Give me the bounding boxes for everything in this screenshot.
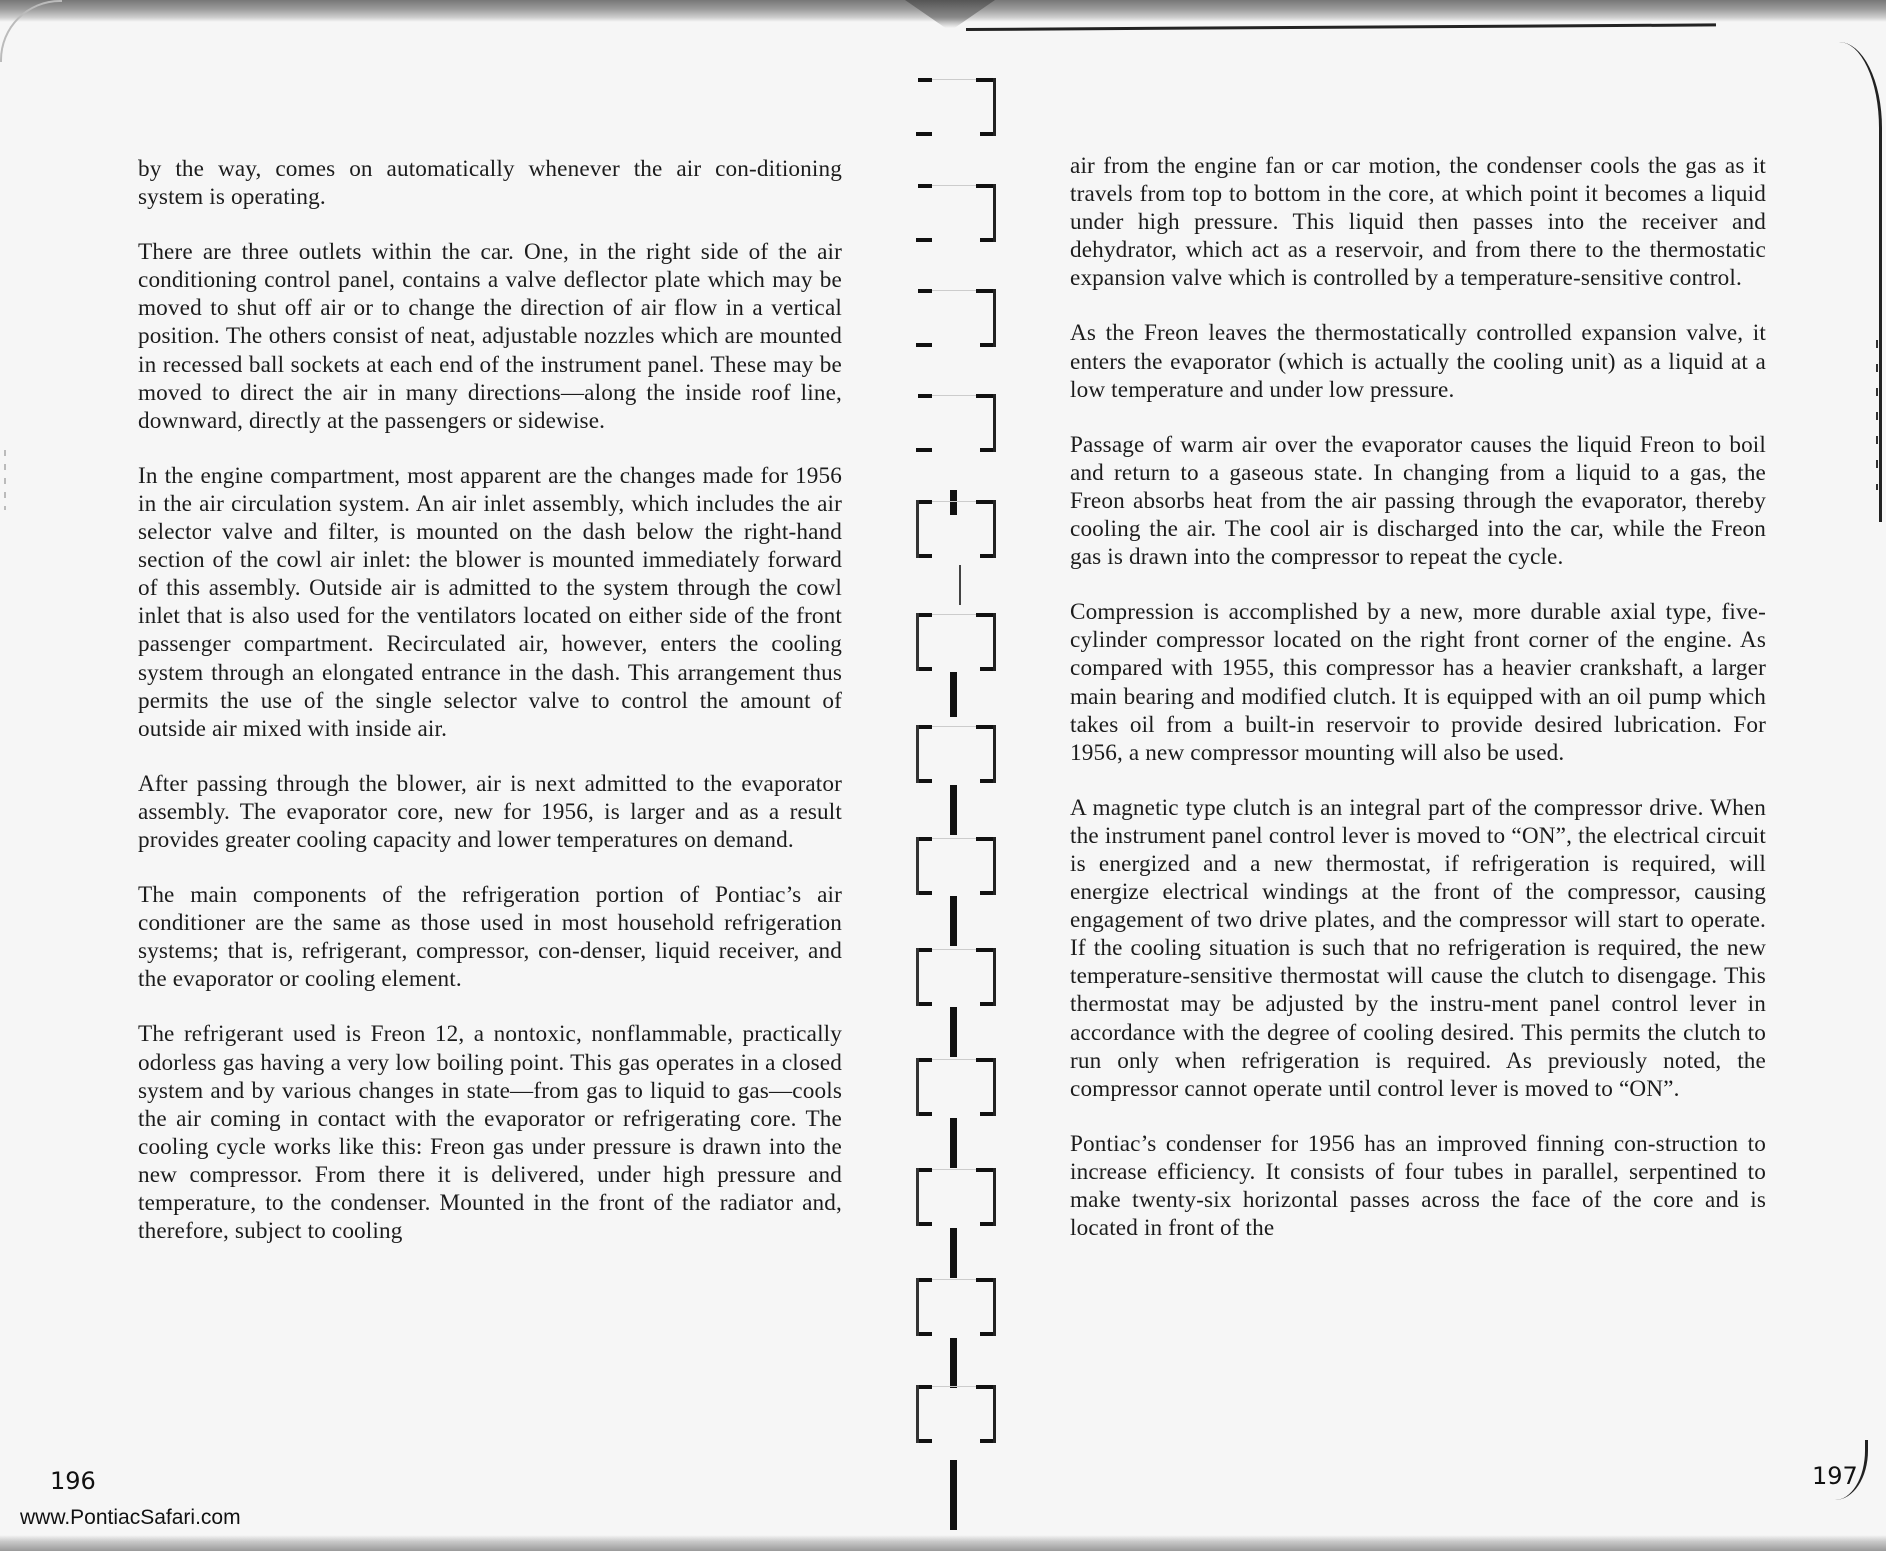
spiral-binding-icon — [898, 60, 1008, 1530]
paragraph: The refrigerant used is Freon 12, a nontoxic, nonflammable, practically odorless gas having a very low boiling point. This gas operates in a closed system and by various changes in state—from gas to liquid to gas—cools the air coming in contact with the evaporator or refrigerating core. The cooling cycle works like this: Freon gas under pressure is drawn into the new compressor. From there it is delivered, under high pressure and temperature, to the condenser. Mounted in the front of the radiator and, therefore, subject to cooling — [138, 1021, 842, 1245]
page-number-left: 196 — [50, 1467, 96, 1495]
binding-spine — [950, 1007, 957, 1057]
paragraph: Pontiac’s condenser for 1956 has an improved finning con-struction to increase efficiency. It consists of four tubes in parallel, serpentined to make twenty-six horizontal passes across the face of the core and is located in front of the — [1070, 1130, 1766, 1242]
binding-ring — [898, 78, 1008, 136]
left-margin-marks — [4, 450, 6, 510]
paragraph: Passage of warm air over the evaporator causes the liquid Freon to boil and return to a gaseous state. In changing from a liquid to a gas, the Freon absorbs heat from the air passing through the evaporator, thereby cooling the air. The cool air is discharged into the car, while the Freon gas is drawn into the compressor to repeat the cycle. — [1070, 431, 1766, 571]
binding-spine — [950, 1338, 957, 1388]
binding-spine — [950, 1460, 957, 1530]
binding-ring — [898, 613, 1008, 671]
watermark-url: www.PontiacSafari.com — [20, 1506, 241, 1529]
binding-ring — [898, 500, 1008, 558]
left-page-text — [138, 155, 842, 1272]
paragraph: There are three outlets within the car. One, in the right side of the air conditioning control panel, contains a valve deflector plate which may be moved to shut off air or to change the direction of air flow in a vertical position. The others consist of neat, adjustable nozzles which are mounted in recessed ball sockets at each end of the instrument panel. These may be moved to direct the air in many directions—along the inside roof line, downward, directly at the passengers or sidewise. — [138, 239, 842, 434]
binding-spine — [950, 785, 957, 835]
book-bottom-edge — [0, 1535, 1886, 1551]
paragraph: The main components of the refrigeration portion of Pontiac’s air conditioner are the same as those used in most household refrigeration systems; that is, refrigerant, compressor, con-denser, liquid receiver, and the evaporator or cooling element. — [138, 882, 842, 993]
binding-ring — [898, 1058, 1008, 1116]
binding-ring — [898, 1168, 1008, 1226]
binding-spine — [950, 1118, 957, 1168]
paragraph: A magnetic type clutch is an integral part of the compressor drive. When the instrument panel control lever is moved to “ON”, the electrical circuit is energized and a new thermostat, if refrigeration is required, will energize electrical windings at the front of the compressor, causing engagement of two drive plates, and the compressor will start to operate. If the cooling situation is such that no refrigeration is required, the new temperature-sensitive thermostat will cause the clutch to disengage. This thermostat may be adjusted by the instru-ment panel control lever in accordance with the degree of cooling desired. This permits the clutch to run only when refrigeration is required. As previously noted, the compressor cannot operate until control lever is moved to “ON”. — [1070, 794, 1766, 1102]
right-page-text — [1070, 152, 1766, 1269]
paragraph: After passing through the blower, air is next admitted to the evaporator assembly. The evaporator core, new for 1956, is larger and as a result provides greater cooling capacity and lower temperatures on demand. — [138, 770, 842, 853]
paragraph: Compression is accomplished by a new, more durable axial type, five-cylinder compressor located on the right front corner of the engine. As compared with 1955, this compressor has a heavier crankshaft, a larger main bearing and modified clutch. It is equipped with an oil pump which takes oil from a built-in reservoir to provide desired lubrication. For 1956, a new compressor mounting will also be used. — [1070, 599, 1766, 766]
paragraph: In the engine compartment, most apparent are the changes made for 1956 in the air circulation system. An air inlet assembly, which includes the air selector valve and filter, is mounted on the dash below the right-hand section of the cowl air inlet: the blower is mounted immediately forward of this assembly. Outside air is admitted to the system through the cowl inlet that is also used for the ventilators located on either side of the front passenger compartment. Recirculated air, however, enters the cooling system through an elongated entrance in the dash. This arrangement thus permits the use of the single selector valve to control the amount of outside air mixed with inside air. — [138, 462, 842, 742]
binding-ring — [898, 837, 1008, 895]
spine-fold — [905, 0, 995, 28]
binding-spine — [959, 565, 961, 605]
page-edge-shadow — [966, 23, 1716, 31]
binding-ring — [898, 394, 1008, 452]
binding-ring — [898, 184, 1008, 242]
binding-ring — [898, 1278, 1008, 1336]
binding-ring — [898, 289, 1008, 347]
paragraph: air from the engine fan or car motion, the condenser cools the gas as it travels from top to bottom in the core, at which point it becomes a liquid under high pressure. This liquid then passes into the receiver and dehydrator, which act as a reservoir, and from there to the thermostatic expansion valve which is controlled by a temperature-sensitive control. — [1070, 153, 1766, 292]
paragraph: As the Freon leaves the thermostatically controlled expansion valve, it enters the evaporator (which is actually the cooling unit) as a liquid at a low temperature and under low pressure. — [1070, 320, 1766, 403]
page-number-right: 197 — [1812, 1462, 1858, 1490]
binding-spine — [950, 896, 957, 946]
binding-ring — [898, 725, 1008, 783]
binding-spine — [950, 1228, 957, 1278]
binding-spine — [950, 672, 957, 717]
paragraph: by the way, comes on automatically whenever the air con-ditioning system is operating. — [138, 156, 842, 211]
binding-ring — [898, 948, 1008, 1006]
binding-ring — [898, 1385, 1008, 1443]
book-top-edge — [0, 0, 1886, 22]
right-margin-marks — [1876, 340, 1878, 490]
